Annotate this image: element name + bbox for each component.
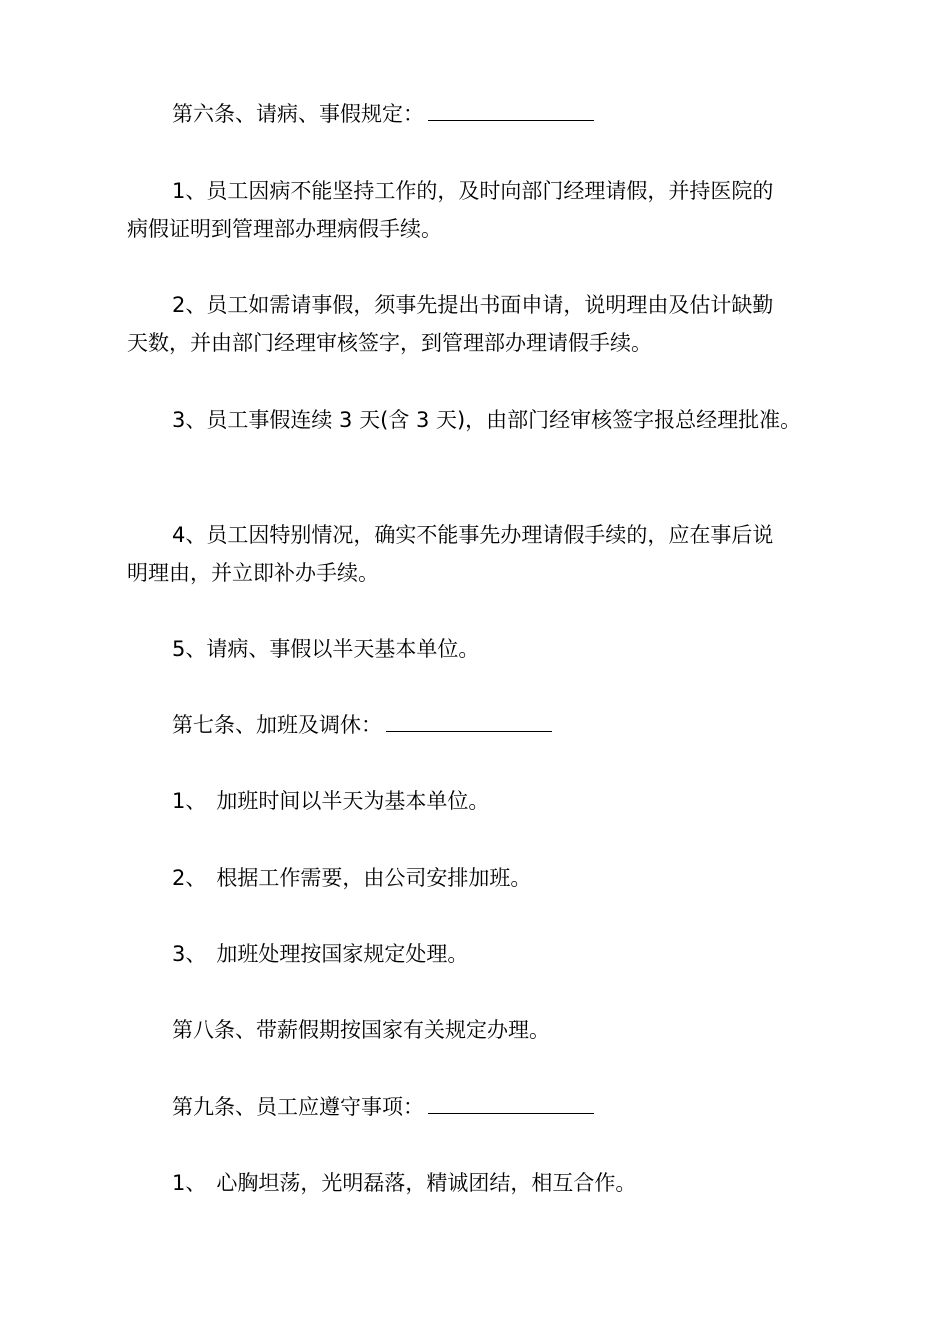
article-9-heading xyxy=(172,1093,594,1121)
article-9-item-1-number: 1、 xyxy=(172,1171,207,1195)
article-8-heading: 第八条、带薪假期按国家有关规定办理。 xyxy=(172,1018,550,1042)
article-9-item-1 xyxy=(172,1169,636,1197)
article-6-item-5: 5、请病、事假以半天基本单位。 xyxy=(172,637,480,661)
article-6-heading xyxy=(172,100,594,128)
article-7-item-1-number: 1、 xyxy=(172,789,207,813)
article-6-heading-text: 第六条、请病、事假规定： xyxy=(172,102,424,126)
article-7-heading-text: 第七条、加班及调休： xyxy=(172,713,382,737)
article-9-item-1-text: 心胸坦荡，光明磊落，精诚团结，相互合作。 xyxy=(216,1171,637,1195)
article-6-item-4-line-2: 明理由，并立即补办手续。 xyxy=(127,561,379,585)
article-6-item-2-line-1: 2、员工如需请事假，须事先提出书面申请，说明理由及估计缺勤 xyxy=(172,293,774,317)
article-7-heading xyxy=(172,711,552,739)
article-7-item-3-number: 3、 xyxy=(172,942,207,966)
article-6-blank xyxy=(428,102,594,121)
article-6-item-1-line-1: 1、员工因病不能坚持工作的，及时向部门经理请假，并持医院的 xyxy=(172,179,774,203)
article-7-item-1 xyxy=(172,787,489,815)
article-9-blank xyxy=(428,1095,594,1114)
article-6-item-3: 3、员工事假连续 3 天(含 3 天)，由部门经审核签字报总经理批准。 xyxy=(172,408,802,432)
article-7-item-3-text: 加班处理按国家规定处理。 xyxy=(216,942,469,966)
article-6-item-4-line-1: 4、员工因特别情况，确实不能事先办理请假手续的，应在事后说 xyxy=(172,523,774,547)
article-7-item-2-text: 根据工作需要，由公司安排加班。 xyxy=(216,866,532,890)
article-9-heading-text: 第九条、员工应遵守事项： xyxy=(172,1095,424,1119)
article-7-item-3 xyxy=(172,940,468,968)
article-6-item-2-line-2: 天数，并由部门经理审核签字，到管理部办理请假手续。 xyxy=(127,331,652,355)
article-7-item-1-text: 加班时间以半天为基本单位。 xyxy=(216,789,490,813)
article-7-item-2-number: 2、 xyxy=(172,866,207,890)
article-6-item-1-line-2: 病假证明到管理部办理病假手续。 xyxy=(127,217,442,241)
article-7-item-2 xyxy=(172,864,531,892)
article-7-blank xyxy=(386,713,552,732)
